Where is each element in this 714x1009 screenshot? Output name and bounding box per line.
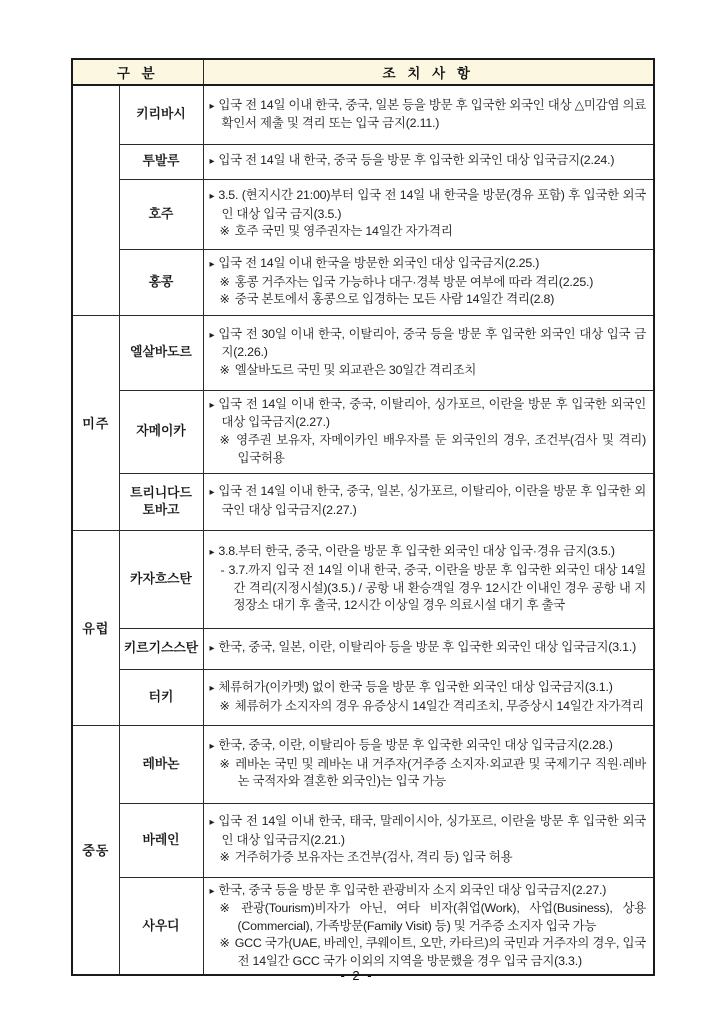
- country-cell: 키리바시: [119, 85, 203, 144]
- reference-mark-icon: ※: [219, 756, 231, 771]
- table-row-kazakhstan: [72, 530, 654, 628]
- table-row-australia: [72, 179, 654, 249]
- arrow-bullet-icon: ▸: [209, 817, 215, 829]
- measure-note: [210, 849, 647, 867]
- country-cell: 호주: [119, 179, 203, 249]
- measure-text: 입국 전 14일 이내 한국, 중국, 일본, 싱가포르, 이탈리아, 이란을 방문 후 입국한 외국인 대상 입국금지(2.27.): [218, 484, 646, 517]
- measures-cell: [203, 315, 654, 390]
- measure-text: GCC 국가(UAE, 바레인, 쿠웨이트, 오만, 카타르)의 국민과 거주자의 경우, 입국 전 14일간 GCC 국가 이외의 지역을 방문했을 경우 입국 금지(3.3.): [234, 936, 647, 968]
- country-cell: 레바논: [119, 725, 203, 803]
- measure-text: 3.5. (현지시간 21:00)부터 입국 전 14일 내 한국을 방문(경유 포함) 후 입국한 외국인 대상 입국 금지(3.5.): [218, 188, 646, 221]
- table-row-elsalvador: [72, 315, 654, 390]
- measure-text: 3.8.부터 한국, 중국, 이란을 방문 후 입국한 외국인 대상 입국·경유 금지(3.5.): [218, 544, 615, 559]
- reference-mark-icon: ※: [219, 274, 230, 289]
- country-cell: 터키: [119, 669, 203, 725]
- arrow-bullet-icon: ▸: [209, 643, 215, 655]
- country-cell: 홍콩: [119, 249, 203, 315]
- measure-text: 호주 국민 및 영주권자는 14일간 자가격리: [234, 224, 453, 239]
- measure-text: 입국 전 30일 이내 한국, 이탈리아, 중국 등을 방문 후 입국한 외국인 대상 입국 금지(2.26.): [218, 326, 646, 360]
- measure-text: 입국 전 14일 이내 한국, 중국, 일본 등을 방문 후 입국한 외국인 대상 △미감염 의료 확인서 제출 및 격리 또는 입국 금지(2.11.): [218, 97, 646, 131]
- measure-item: [210, 737, 647, 756]
- arrow-bullet-icon: ▸: [209, 191, 215, 203]
- measure-text: 거주허가증 보유자는 조건부(검사, 격리 등) 입국 허용: [234, 850, 513, 865]
- header-category: 구 분: [72, 59, 203, 85]
- country-cell: 엘살바도르: [119, 315, 203, 390]
- country-cell: 자메이카: [119, 390, 203, 473]
- measure-note: [210, 756, 647, 791]
- country-cell: 카자흐스탄: [119, 530, 203, 628]
- table-row-kyrgyzstan: [72, 628, 654, 669]
- measure-text: 입국 전 14일 내 한국, 중국 등을 방문 후 입국한 외국인 대상 입국금지(2.24.): [218, 153, 615, 168]
- entry-restrictions-table: [71, 58, 655, 976]
- measures-cell: [203, 669, 654, 725]
- measure-item: [210, 97, 647, 133]
- measure-text: 한국, 중국, 이란, 이탈리아 등을 방문 후 입국한 외국인 대상 입국금지(2.28.): [218, 738, 613, 753]
- measures-cell: [203, 473, 654, 530]
- table-row-bahrain: [72, 803, 654, 877]
- measure-text: 입국 전 14일 이내 한국, 태국, 말레이시아, 싱가포르, 이란을 방문 후 입국한 외국인 대상 입국금지(2.21.): [218, 814, 646, 847]
- measures-cell: [203, 390, 654, 473]
- measure-item: [210, 543, 647, 562]
- measure-note: [210, 223, 647, 241]
- measure-note: [210, 291, 647, 309]
- arrow-bullet-icon: ▸: [209, 885, 215, 897]
- measure-text: 3.7.까지 입국 전 14일 이내 한국, 중국, 이란을 방문 후 입국한 외국인 대상 14일간 격리(지정시설)(3.5.) / 공항 내 환승객일 경우 12시간 이내인 경우 공항 내 지정장소 대기 후 출국, 12시간 이상일 경우 의료시설 대기 후 출국: [228, 562, 646, 613]
- table-row-saudi: [72, 877, 654, 975]
- reference-mark-icon: ※: [219, 936, 230, 951]
- measure-item: [210, 152, 647, 171]
- table-row-turkey: [72, 669, 654, 725]
- measure-item: [210, 639, 647, 658]
- country-cell: 키르기스스탄: [119, 628, 203, 669]
- measure-text: 레바논 국민 및 레바논 내 거주자(거주증 소지자·외교관 및 국제기구 직원·레바논 국적자와 결혼한 외국인)는 입국 가능: [235, 756, 646, 789]
- table-row-trinidad-tobago: [72, 473, 654, 530]
- measure-item: [210, 396, 647, 432]
- measure-item: [210, 882, 647, 901]
- measure-text: 입국 전 14일 이내 한국을 방문한 외국인 대상 입국금지(2.25.): [218, 256, 540, 271]
- table-row-lebanon: [72, 725, 654, 803]
- table-row-hongkong: [72, 249, 654, 315]
- region-cell-americas: 미주: [72, 315, 119, 530]
- measures-cell: [203, 144, 654, 179]
- measure-text: 엘살바도르 국민 및 외교관은 30일간 격리조치: [234, 362, 477, 377]
- measure-item: [210, 187, 647, 223]
- measure-text: 한국, 중국 등을 방문 후 입국한 관광비자 소지 외국인 대상 입국금지(2.27.): [218, 882, 607, 897]
- table-row-tuvalu: [72, 144, 654, 179]
- region-cell-blank: [72, 85, 119, 315]
- header-measures: 조 치 사 항: [203, 59, 654, 85]
- measures-cell: [203, 249, 654, 315]
- table-row-kiribati: [72, 85, 654, 144]
- measure-text: 한국, 중국, 일본, 이란, 이탈리아 등을 방문 후 입국한 외국인 대상 입국금지(3.1.): [218, 640, 636, 655]
- measure-note: [210, 362, 647, 380]
- table-row-jamaica: [72, 390, 654, 473]
- measures-cell: [203, 530, 654, 628]
- measure-note: [210, 432, 647, 467]
- measure-text: 관광(Tourism)비자가 아닌, 여타 비자(취업(Work), 사업(Business), 상용(Commercial), 가족방문(Family Visit) 등) 및 거주증 소지자 입국 가능: [237, 901, 646, 933]
- arrow-bullet-icon: ▸: [209, 547, 215, 559]
- measure-subitem: [210, 562, 647, 615]
- country-cell: 바레인: [119, 803, 203, 877]
- arrow-bullet-icon: ▸: [209, 741, 215, 753]
- measure-note: [210, 274, 647, 292]
- measures-cell: [203, 179, 654, 249]
- reference-mark-icon: ※: [219, 901, 237, 916]
- measures-cell: [203, 803, 654, 877]
- reference-mark-icon: ※: [219, 850, 230, 865]
- measure-text: 홍콩 거주자는 입국 가능하나 대구·경북 방문 여부에 따라 격리(2.25.): [234, 274, 594, 289]
- dash-bullet-icon: -: [220, 562, 225, 577]
- reference-mark-icon: ※: [219, 292, 230, 307]
- measure-item: [210, 813, 647, 849]
- region-cell-europe: 유럽: [72, 530, 119, 725]
- measures-cell: [203, 85, 654, 144]
- page-number: - 2 -: [340, 968, 374, 983]
- arrow-bullet-icon: ▸: [209, 682, 215, 694]
- measures-cell: [203, 628, 654, 669]
- measure-text: 체류허가 소지자의 경우 유증상시 14일간 격리조치, 무증상시 14일간 자가격리: [234, 698, 644, 713]
- measure-text: 입국 전 14일 이내 한국, 중국, 이탈리아, 싱가포르, 이란을 방문 후 입국한 외국인 대상 입국금지(2.27.): [218, 396, 646, 430]
- reference-mark-icon: ※: [219, 433, 232, 447]
- measure-note: [210, 698, 647, 716]
- measure-text: 영주권 보유자, 자메이카인 배우자를 둔 외국인의 경우, 조건부(검사 및 격리) 입국허용: [236, 433, 646, 465]
- measure-text: 체류허가(이카멧) 없이 한국 등을 방문 후 입국한 외국인 대상 입국금지(3.1.): [218, 679, 613, 694]
- arrow-bullet-icon: ▸: [209, 399, 215, 411]
- arrow-bullet-icon: ▸: [209, 329, 215, 341]
- measure-item: [210, 326, 647, 362]
- country-cell: 트리니다드 토바고: [119, 473, 203, 530]
- measures-cell: [203, 877, 654, 975]
- measure-text: 중국 본토에서 홍콩으로 입경하는 모든 사람 14일간 격리(2.8): [234, 292, 555, 307]
- table-header-row: [72, 59, 654, 85]
- measure-note: [210, 935, 647, 970]
- country-cell: 투발루: [119, 144, 203, 179]
- arrow-bullet-icon: ▸: [209, 156, 215, 168]
- reference-mark-icon: ※: [219, 224, 230, 239]
- arrow-bullet-icon: ▸: [209, 100, 215, 112]
- country-cell: 사우디: [119, 877, 203, 975]
- arrow-bullet-icon: ▸: [209, 259, 215, 271]
- reference-mark-icon: ※: [219, 362, 230, 377]
- measure-item: [210, 483, 647, 519]
- region-cell-middleeast: 중동: [72, 725, 119, 975]
- reference-mark-icon: ※: [219, 698, 230, 713]
- measures-cell: [203, 725, 654, 803]
- measure-item: [210, 255, 647, 274]
- measure-item: [210, 679, 647, 698]
- measure-note: [210, 900, 647, 935]
- arrow-bullet-icon: ▸: [209, 487, 215, 499]
